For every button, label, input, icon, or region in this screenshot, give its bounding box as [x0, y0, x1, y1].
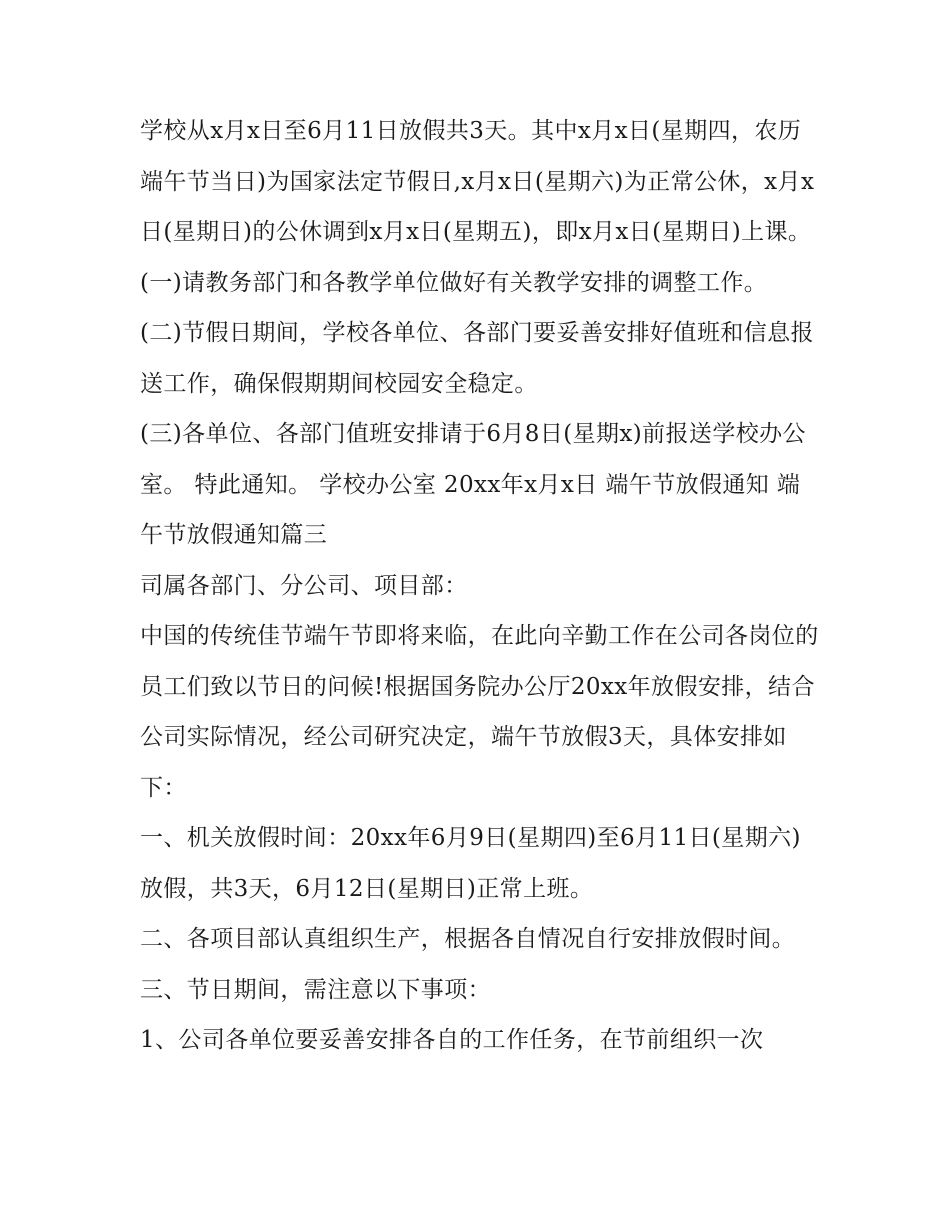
- paragraph-item-two: (二)节假日期间，学校各单位、各部门要妥善安排好值班和信息报送工作，确保假期期间校园安全稳定。: [140, 320, 814, 397]
- paragraph-greeting: 中国的传统佳节端午节即将来临，在此向辛勤工作在公司各岗位的员工们致以节日的问候!根据国务院办公厅20xx年放假安排，结合公司实际情况，经公司研究决定，端午节放假3天，具体安排如下：: [140, 623, 819, 801]
- paragraph-office-holiday: 一、机关放假时间：20xx年6月9日(星期四)至6月11日(星期六)放假，共3天，6月12日(星期日)正常上班。: [140, 825, 801, 902]
- paragraph-notice-one: 1、公司各单位要妥善安排各自的工作任务，在节前组织一次: [140, 1027, 764, 1053]
- paragraph-item-one: (一)请教务部门和各教学单位做好有关教学安排的调整工作。: [140, 269, 768, 296]
- paragraph-salutation: 司属各部门、分公司、项目部：: [140, 572, 468, 599]
- document-body: [140, 106, 820, 1066]
- paragraph-holiday-schedule: 学校从x月x日至6月11日放假共3天。其中x月x日(星期四，农历端午节当日)为国家法定节假日,x月x日(星期六)为正常公休，x月x日(星期日)的公休调到x月x日(星期五)，即x月x日(星期日)上课。: [140, 118, 815, 245]
- paragraph-project-arrangement: 二、各项目部认真组织生产，根据各自情况自行安排放假时间。 三、节日期间，需注意以下事项：: [140, 926, 796, 1003]
- paragraph-item-three: (三)各单位、各部门值班安排请于6月8日(星期x)前报送学校办公室。 特此通知。 学校办公室 20xx年x月x日 端午节放假通知 端午节放假通知篇三: [140, 421, 806, 548]
